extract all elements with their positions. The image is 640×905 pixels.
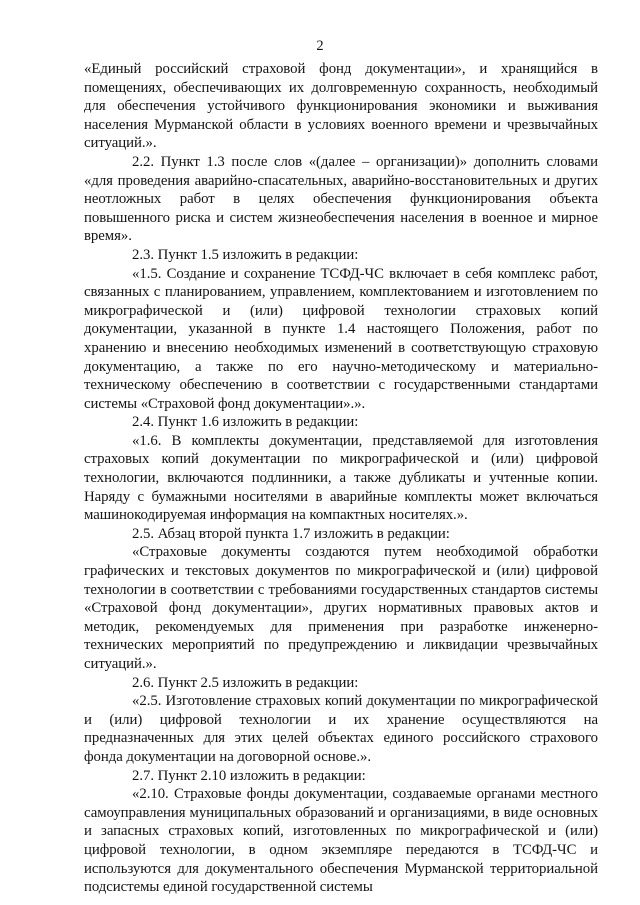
paragraph-2-10-text: «2.10. Страховые фонды документации, создаваемые органами местного самоуправления муниципальных образований и организациями, в виде основных и запасных страховых копий, изготовленных по микрографической и (или) цифровой технологии, в одном экземпляре передаются в ТСФД-ЧС и используются для документального обеспечения Мурманской территориальной подсистемы единой государственной системы [84, 786, 598, 896]
paragraph-1-7-text: «Страховые документы создаются путем необходимой обработки графических и текстовых документов по микрографической и (или) цифровой технологии в соответствии с требованиями государственных стандартов системы «Страховой фонд документации», других нормативных правовых актов и методик, рекомендуемых для применения при разработке инженерно-технических мероприятий по предупреждению и ликвидации чрезвычайных ситуаций.». [84, 544, 598, 672]
paragraph-continuation: «Единый российский страховой фонд документации», и хранящийся в помещениях, обеспечивающих их долговременную сохранность, необходимый для обеспечения устойчивого функционирования экономики и выживания населения Мурманской области в условиях военного времени и чрезвычайных ситуаций.». [84, 61, 598, 152]
paragraph-2-2: 2.2. Пункт 1.3 после слов «(далее – организации)» дополнить словами «для проведения аварийно-спасательных, аварийно-восстановительных и других неотложных работ в целях обеспечения функционирования объекта повышенного риска и систем жизнеобеспечения населения в военное и мирное время». [84, 153, 598, 245]
paragraph-2-3-heading: 2.3. Пункт 1.5 изложить в редакции: [132, 246, 359, 263]
paragraph-1-6-text: «1.6. В комплекты документации, представляемой для изготовления страховых копий документации по микрографической и (или) цифровой технологии, включаются подлинники, а также дубликаты и учтенные копии. Наряду с бумажными носителями в аварийные комплекты может включаться машинокодируемая информация на компактных носителях.». [84, 432, 598, 524]
paragraph-2-7-heading: 2.7. Пункт 2.10 изложить в редакции: [132, 767, 366, 784]
paragraph-2-5-heading: 2.5. Абзац второй пункта 1.7 изложить в редакции: [132, 525, 450, 542]
paragraph-2-4-heading: 2.4. Пункт 1.6 изложить в редакции: [132, 414, 359, 431]
paragraph-2-5-text: «2.5. Изготовление страховых копий документации по микрографической и (или) цифровой технологии и их хранение осуществляются на предназначенных для этих целей объектах единого российского страхового фонда документации на договорной основе.». [84, 693, 598, 765]
document-body [84, 60, 598, 897]
paragraph-1-5-text: «1.5. Создание и сохранение ТСФД-ЧС включает в себя комплекс работ, связанных с планированием, управлением, комплектованием и изготовлением по микрографической и (или) цифровой технологии страховых копий документации, указанной в пункте 1.4 настоящего Положения, работ по хранению и внесению необходимых изменений в соответствующую страховую документацию, а также по его научно-методическому и материально-техническому обеспечению в соответствии с государственными стандартами системы «Страховой фонд документации».». [84, 265, 598, 412]
paragraph-2-6-heading: 2.6. Пункт 2.5 изложить в редакции: [132, 674, 359, 691]
page-number: 2 [316, 38, 324, 54]
